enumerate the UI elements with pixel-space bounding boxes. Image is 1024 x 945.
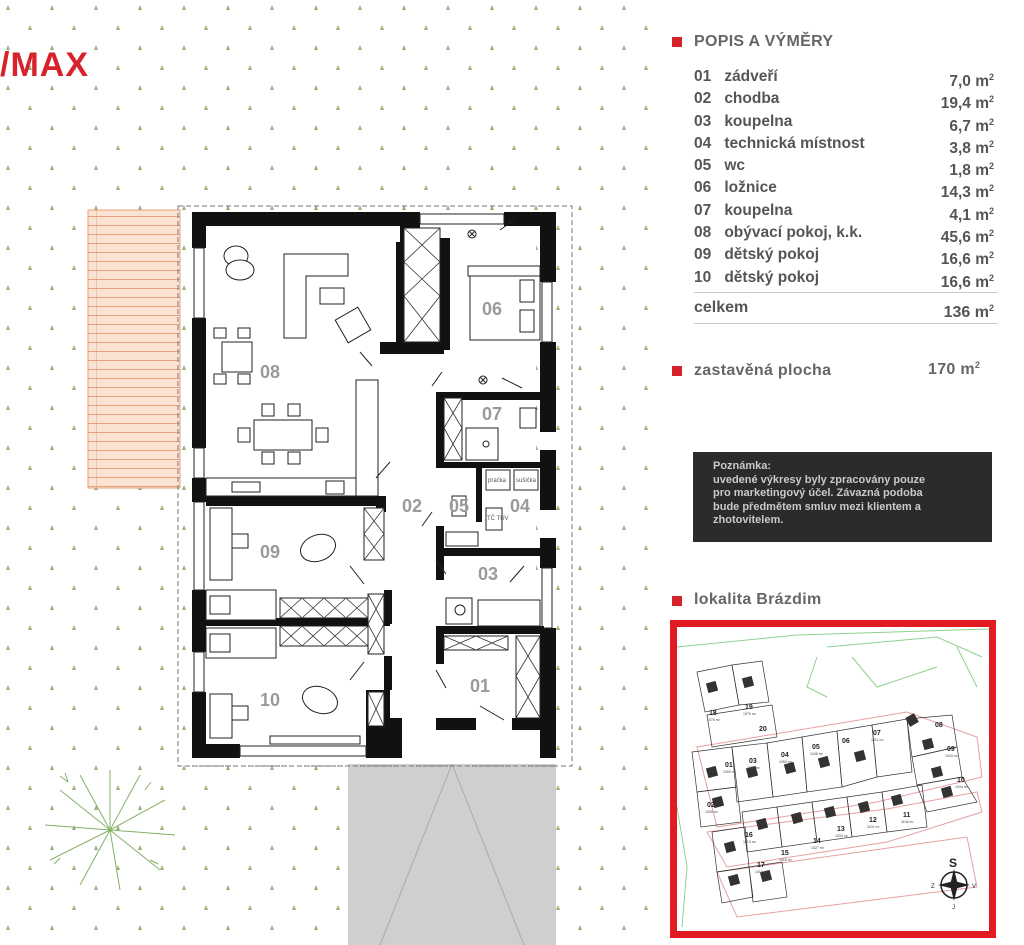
driveway xyxy=(348,764,556,945)
plot-label: 02 xyxy=(707,802,715,809)
room-row: 03 koupelna 6,7 $m^2$ xyxy=(694,112,994,135)
room-label-07: 07 xyxy=(482,404,503,424)
location-square-icon xyxy=(672,596,682,606)
built-area-value: 170 $m^2$ xyxy=(928,360,981,378)
room-row: 09 dětský pokoj 16,6 $m^2$ xyxy=(694,246,994,269)
plot-area: 1076 m² xyxy=(743,712,756,716)
plot-area: 1043 m² xyxy=(945,754,958,758)
plot-area: 1000 m² xyxy=(705,810,718,814)
note-line: bude předmětem smluv mezi klientem a xyxy=(713,500,921,513)
room-label-09: 09 xyxy=(260,542,281,562)
plot-label: 05 xyxy=(812,744,820,751)
note-line: pro marketingový účel. Závazná podoba xyxy=(713,487,923,499)
plot-label: 16 xyxy=(745,832,753,839)
plot-area: 1044 m² xyxy=(955,785,968,789)
room-label-04: 04 xyxy=(510,496,531,516)
plot-area: 1076 m² xyxy=(707,718,720,722)
note-title: Poznámka: xyxy=(713,460,772,472)
room-row: 04 technická místnost 3,8 $m^2$ xyxy=(694,134,994,157)
compass-icon xyxy=(931,856,976,911)
plot-area: 1101 m² xyxy=(867,825,880,829)
site-map-drawing xyxy=(677,627,989,931)
plot-label: 07 xyxy=(873,730,881,737)
room-row: 02 chodba 19,4 $m^2$ xyxy=(694,90,994,113)
plot-area: 1011 m² xyxy=(871,738,884,742)
room-row: 05 wc 1,8 $m^2$ xyxy=(694,157,994,180)
plot-label: 13 xyxy=(837,826,845,833)
plot-area: 1046 m² xyxy=(810,752,823,756)
heading-square-icon xyxy=(672,37,682,47)
room-row: 08 obývací pokoj, k.k. 45,6 $m^2$ xyxy=(694,224,994,247)
plot-label: 12 xyxy=(869,817,877,824)
plot-label: 08 xyxy=(935,722,943,729)
plot-label: 19 xyxy=(745,704,753,711)
plot-area: 1000 m² xyxy=(723,770,736,774)
plot-label: 01 xyxy=(725,762,733,769)
built-area-label: zastavěná plocha xyxy=(694,362,832,379)
plot-area: 1033 m² xyxy=(835,834,848,838)
compass-v: V xyxy=(972,884,977,890)
room-row: 10 dětský pokoj 16,6 $m^2$ xyxy=(694,268,994,291)
note-line: zhotovitelem. xyxy=(713,514,784,526)
built-square-icon xyxy=(672,366,682,376)
plot-label: 03 xyxy=(749,758,757,765)
plot-area: 1015 m² xyxy=(755,870,768,874)
plot-label: 10 xyxy=(957,777,965,784)
room-row: 06 ložnice 14,3 $m^2$ xyxy=(694,179,994,202)
heat-pump-label: TČ TUV xyxy=(487,516,509,522)
room-label-06: 06 xyxy=(482,299,503,319)
total-row: celkem 136 $m^2$ xyxy=(694,292,998,324)
note-box xyxy=(693,452,992,542)
plot-area: 1013 m² xyxy=(743,840,756,844)
dryer-label: sušička xyxy=(516,478,537,484)
room-row: 07 koupelna 4,1 $m^2$ xyxy=(694,201,994,224)
plot-label: 18 xyxy=(709,710,717,717)
room-row: 01 zádveří 7,0 $m^2$ xyxy=(694,68,994,90)
plot-area: 1016 m² xyxy=(779,858,792,862)
room-label-10: 10 xyxy=(260,690,281,710)
plot-label: 17 xyxy=(757,862,765,869)
plot-area: 1027 m² xyxy=(811,846,824,850)
plot-area: 1050 m² xyxy=(779,760,792,764)
plot-label: 09 xyxy=(947,746,955,753)
remax-logo: /MAX xyxy=(0,46,89,84)
plot-area: 1021 m² xyxy=(747,766,760,770)
plot-label: 06 xyxy=(842,738,850,745)
site-map xyxy=(670,620,996,938)
plot-label: 15 xyxy=(781,850,789,857)
note-line: uvedené výkresy byly zpracovány pouze xyxy=(713,473,926,486)
room-label-05: 05 xyxy=(449,496,470,516)
room-label-08: 08 xyxy=(260,362,281,382)
terrace xyxy=(88,210,180,488)
washer-label: pračka xyxy=(488,478,507,484)
location-heading: lokalita Brázdim xyxy=(694,591,822,608)
plot-label: 20 xyxy=(759,726,767,733)
plot-label: 04 xyxy=(781,752,789,759)
plot-area: 1106 m² xyxy=(901,820,914,824)
compass-j: J xyxy=(952,905,955,911)
plot-label: 14 xyxy=(813,838,821,845)
compass-z: Z xyxy=(931,884,935,890)
room-area-list xyxy=(694,66,998,324)
plot-label: 11 xyxy=(903,812,911,819)
compass-s: S xyxy=(949,856,958,870)
room-label-03: 03 xyxy=(478,564,499,584)
room-label-02: 02 xyxy=(402,496,423,516)
description-heading: POPIS A VÝMĚRY xyxy=(694,33,834,50)
room-label-01: 01 xyxy=(470,676,491,696)
